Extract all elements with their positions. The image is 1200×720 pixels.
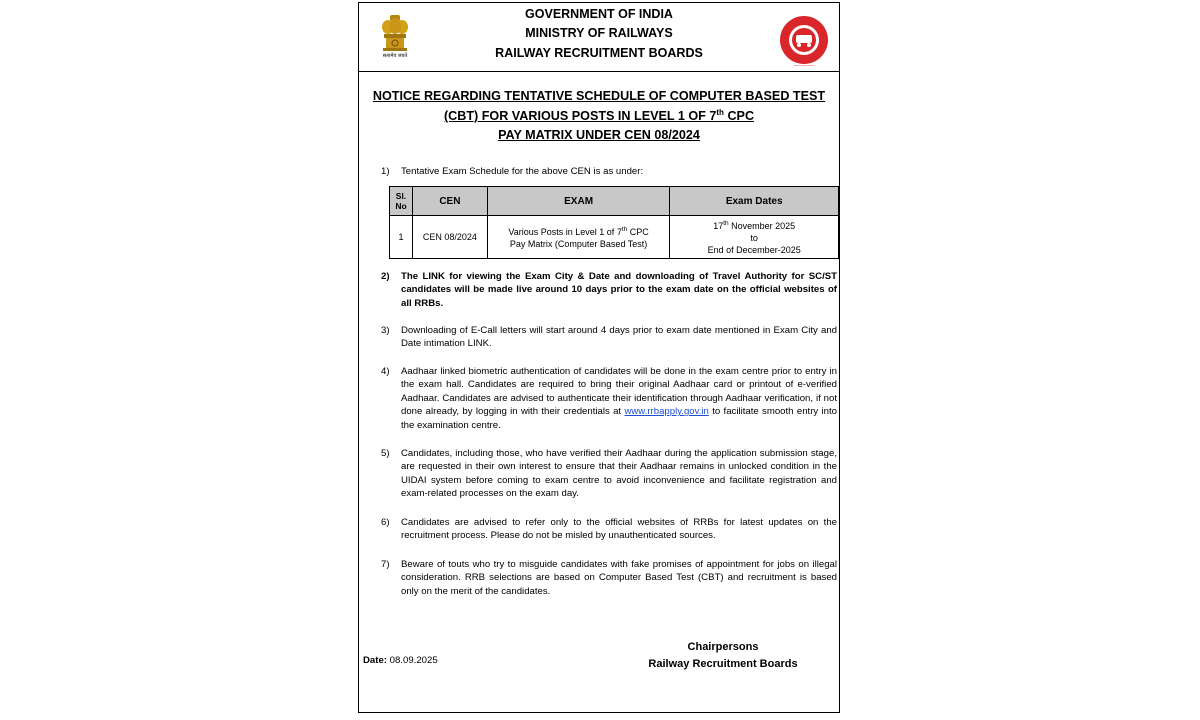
- signatory-organisation: Railway Recruitment Boards: [648, 658, 798, 670]
- cell-sl: 1: [390, 216, 413, 259]
- logo-text: भारतीय रेल INDIAN RAILWAYS: [793, 66, 815, 67]
- header-line-ministry: MINISTRY OF RAILWAYS: [525, 26, 673, 40]
- exam-schedule-table: [389, 186, 839, 259]
- notice-header: [359, 3, 839, 72]
- header-exam: EXAM: [487, 187, 670, 216]
- notice-title-line-3: PAY MATRIX UNDER CEN 08/2024: [498, 128, 700, 142]
- header-exam-dates: Exam Dates: [670, 187, 839, 216]
- rrbapply-link[interactable]: www.rrbapply.gov.in: [624, 406, 709, 418]
- cell-exam: Various Posts in Level 1 of 7th CPC Pay Matrix (Computer Based Test): [487, 216, 670, 259]
- table-header-row: [390, 187, 839, 216]
- indian-railways-logo-icon: [779, 15, 829, 65]
- header-sl-no: Sl. No: [390, 187, 413, 216]
- notice-page: सत्यमेव जयते GOVERNMENT OF INDIA MINISTRY OF RAILWAYS RAILWAY RECRUITMENT BOARDS भारतीय रेल INDIAN RAILWAYS NOTICE REGARDING TENTATIVE SCHEDULE OF COMPUTER BASED TEST (CBT) FOR VARIOUS POSTS IN LEVEL 1 OF 7th CPC PAY MATRIX UNDER CEN 08/2024 1) Tentative Exam Schedule for the above CEN is as under: Sl. No CEN EXAM Exam Dates 1 CEN 08/2024 Various Posts in Level 1 of 7th CPC Pay Matrix (Computer Based Test) 17th November 2025 to End of December-2025 2) The LINK for viewing the Exam City & Date and downloading of Travel Authority for SC/ST candidates will be made live around 10 days prior to the exam date on the official websites of all RRBs. 3) Downloading of E-Call letters will start around 4 days prior to exam date mentioned in Exam City and Date intimation LINK. 4) Aadhaar linked biometric authentication of candidates will be done in the exam centre prior to entry in the exam hall. Candidates are required to bring their original Aadhaar card or printout of e-verified Aadhaar. Candidates are advised to authenticate their identification through Aadhaar verification, if not done already, by logging in with their credentials at www.rrbapply.gov.in to facilitate smooth entry into the examination centre. 5) Candidates, including those, who have verified their Aadhaar during the application submission stage, are requested in their own interest to ensure that their Aadhaar remains in unlocked condition in the UIDAI system before coming to exam centre to avoid inconvenience and facilitate registration and exam-related processes on the exam day. 6) Candidates are advised to refer only to the official websites of RRBs for latest updates on the recruitment process. Please do not be misled by unauthenticated sources. 7) Beware of touts who try to misguide candidates with fake promises of appointment for jobs on illegal consideration. RRB selections are based on Computer Based Test (CBT) and recruitment is based only on the merit of the candidates. Chairpersons Railway Recruitment Boards Date: 08.09.2025: [358, 2, 840, 713]
- table-row: [390, 216, 839, 259]
- cell-exam-dates: 17th November 2025 to End of December-2025: [670, 216, 839, 259]
- header-cen: CEN: [412, 187, 487, 216]
- cell-cen: CEN 08/2024: [412, 216, 487, 259]
- notice-title-line-1: NOTICE REGARDING TENTATIVE SCHEDULE OF COMPUTER BASED TEST: [372, 89, 826, 103]
- emblem-caption: सत्यमेव जयते: [382, 53, 408, 59]
- header-line-government: GOVERNMENT OF INDIA: [525, 7, 673, 21]
- header-line-rrb: RAILWAY RECRUITMENT BOARDS: [495, 46, 703, 60]
- signatory-title: Chairpersons: [687, 641, 759, 653]
- notice-title-line-2: (CBT) FOR VARIOUS POSTS IN LEVEL 1 OF 7th CPC: [443, 108, 755, 124]
- notice-date: Date: 08.09.2025: [363, 655, 438, 666]
